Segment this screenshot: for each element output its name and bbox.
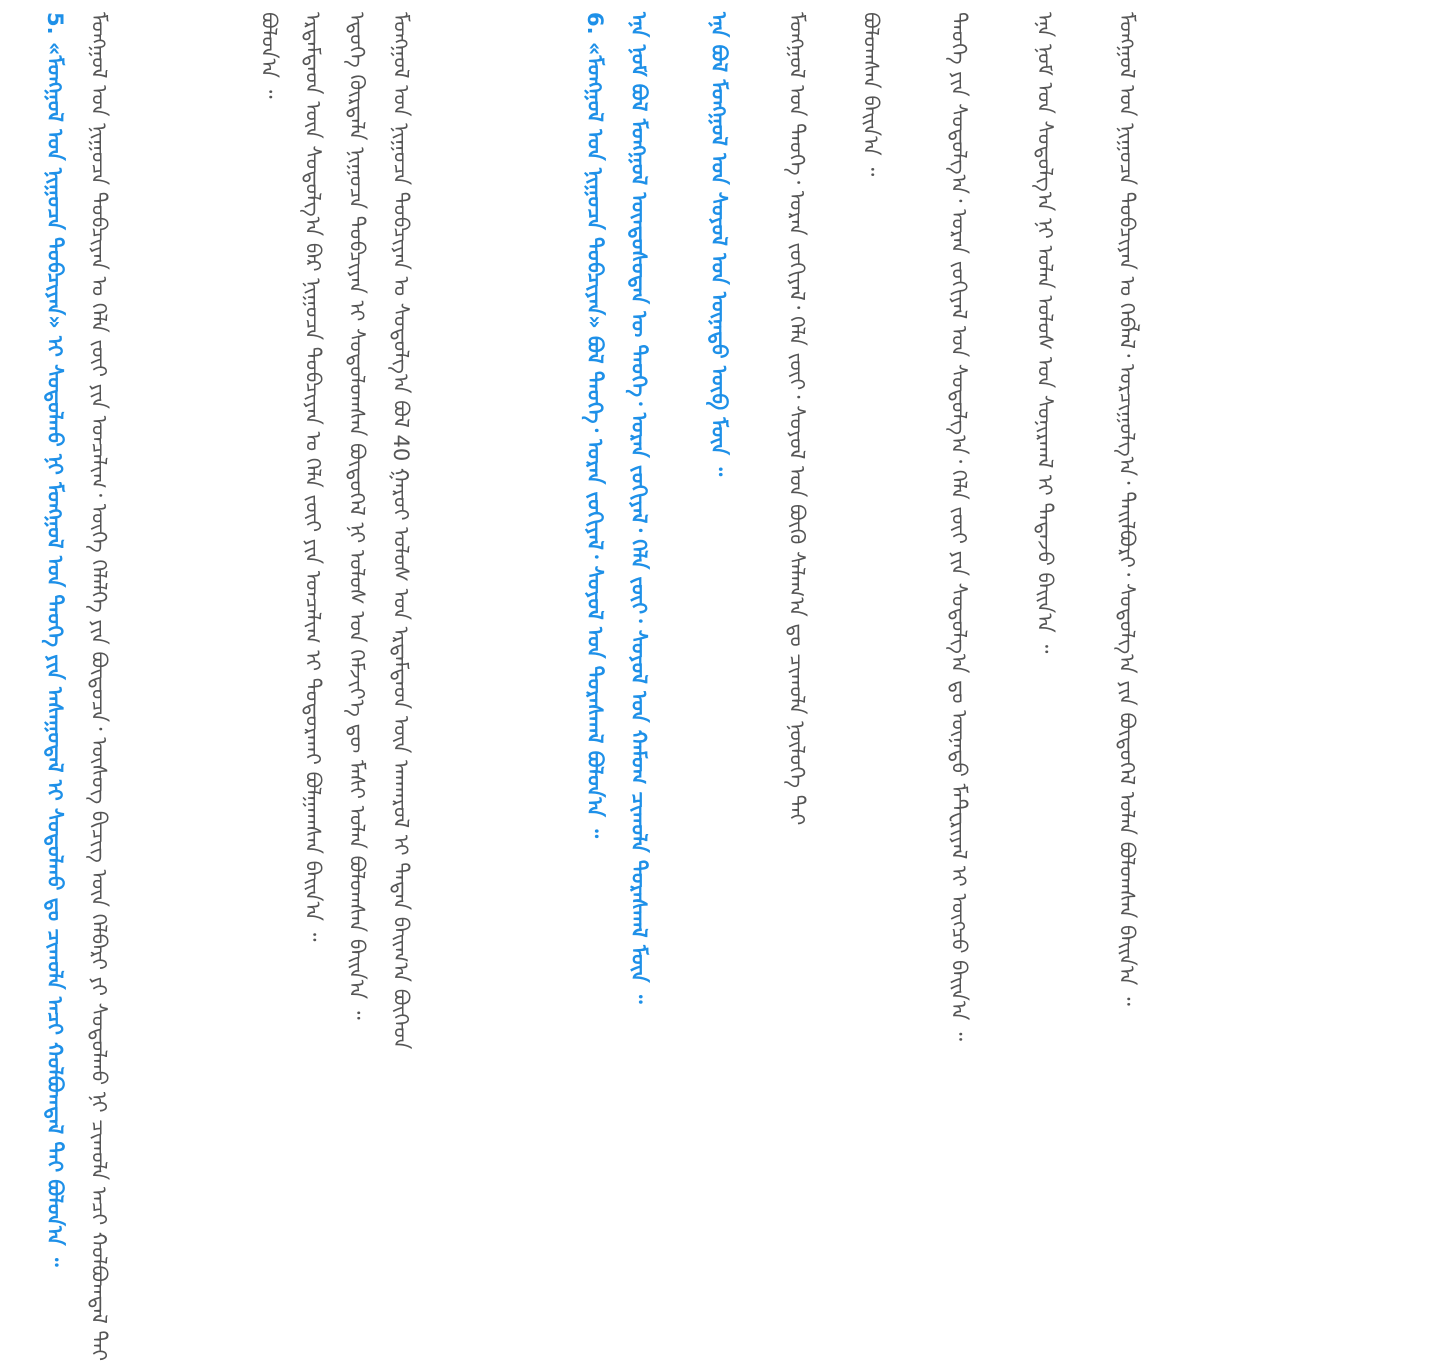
paragraph-line: ᠮᠣᠩᠭᠣᠯ ᠤᠨ ᠨᠢᠭᠤᠴᠠ ᠲᠣᠪᠴᠢᠶᠠᠨ ᠤ ᠬᠡᠪᠯᠡᠯ᠂ ᠣᠷᠴᠢᠭᠤᠯᠭ᠎ᠠ᠂ ᠲᠠᠢᠯᠪᠤᠷᠢ᠂ ᠰᠤᠳᠤᠯᠭ᠎ᠠ ᠶᠢᠨ ᠪᠦᠲᠦᠭᠡᠯ ᠣᠯᠠᠨ ᠪᠣᠯᠤᠭᠰᠠᠨ ᠪᠠᠢᠨ᠎ᠠ ᠃ [1115,12,1139,1006]
paragraph-line: ᠲᠡᠦᠬᠡ ᠶᠢᠨ ᠰᠤᠳᠤᠯᠭ᠎ᠠ᠂ ᠤᠷᠠᠨ ᠵᠣᠬᠢᠶᠠᠯ ᠤᠨ ᠰᠤᠳᠤᠯᠭ᠎ᠠ᠂ ᠬᠡᠯᠡ ᠵᠦᠢ ᠶᠢᠨ ᠰᠤᠳᠤᠯᠭ᠎ᠠ ᠳᠤ ᠦᠨᠡᠲᠦ ᠮᠠᠲᠧᠷᠢᠶᠠᠯ ᠢ ᠥᠭᠴᠦ ᠪᠠᠢᠨ᠎ᠠ ᠃ [947,12,971,1041]
paragraph-line: ᠡᠷᠳᠡᠮᠲᠡᠳ ᠦᠨ ᠰᠤᠳᠤᠯᠭ᠎ᠠ ᠪᠠᠷ ᠨᠢᠭᠤᠴᠠ ᠲᠣᠪᠴᠢᠶᠠᠨ ᠤ ᠬᠡᠯᠡ ᠵᠦᠢ ᠶᠢᠨ ᠣᠨᠴᠠᠯᠢᠭ ᠢ ᠲᠣᠳᠣᠷᠬᠠᠢ ᠪᠣᠯᠭᠠᠭᠰᠠᠨ ᠪᠠᠢᠨ᠎ᠠ ᠃ [301,12,325,942]
paragraph-line: ᠮᠣᠩᠭᠣᠯ ᠤᠨ ᠲᠡᠦᠬᠡ᠂ ᠤᠷᠠᠨ ᠵᠣᠬᠢᠶᠠᠯ᠂ ᠬᠡᠯᠡ ᠵᠦᠢ᠂ ᠰᠤᠶᠤᠯ ᠤᠨ ᠪᠦᠬᠦ ᠰᠠᠯᠠᠭ᠎ᠠ ᠳᠤ ᠴᠢᠬᠤᠯᠠ ᠨᠥᠯᠥᠭᠡ ᠲᠠᠢ [785,12,809,826]
heading-line: ᠡᠨᠡ ᠪᠣᠯ ᠮᠣᠩᠭᠣᠯ ᠤᠨ ᠰᠣᠶᠣᠯ ᠤᠨ ᠦᠨᠡᠲᠦ ᠥᠪ ᠮᠥᠨ ᠃ [707,12,731,477]
paragraph-line: ᠮᠣᠩᠭᠣᠯ ᠤᠨ ᠨᠢᠭᠤᠴᠠ ᠲᠣᠪᠴᠢᠶᠠᠨ ᠤ ᠬᠡᠯᠡ ᠵᠦᠢ ᠶᠢᠨ ᠣᠨᠴᠠᠯᠢᠭ᠂ ᠦᠭᠡ ᠬᠡᠯᠡᠯᠭᠡ ᠶᠢᠨ ᠪᠦᠲᠦᠴᠡ᠂ ᠦᠰᠦᠭ ᠪᠢᠴᠢᠭ ᠦᠨ ᠬᠡᠯᠪᠡᠷᠢ ᠶᠢ ᠰᠤᠳᠤᠯᠬᠤ ᠨᠢ ᠴᠢᠬᠤᠯᠠ ᠠᠴᠢ ᠬᠣᠯᠪᠣᠭᠳᠠᠯ ᠲᠠᠢ [87,12,111,1361]
paragraph-line: ᠡᠨᠡ ᠨᠣᠮ ᠤᠨ ᠰᠤᠳᠤᠯᠭ᠎ᠠ ᠨᠢ ᠣᠯᠠᠨ ᠤᠯᠤᠰ ᠤᠨ ᠰᠣᠨᠢᠷᠬᠠᠯ ᠢ ᠲᠠᠲᠠᠵᠤ ᠪᠠᠢᠨ᠎ᠠ ᠃ [1033,12,1057,654]
section-heading-6: 6. «ᠮᠣᠩᠭᠣᠯ ᠤᠨ ᠨᠢᠭᠤᠴᠠ ᠲᠣᠪᠴᠢᠶᠠᠨ» ᠪᠣᠯ ᠲᠡᠦᠬᠡ᠂ ᠤᠷᠠᠨ ᠵᠣᠬᠢᠶᠠᠯ᠂ ᠰᠤᠶᠤᠯ ᠤᠨ ᠳᠤᠷᠠᠰᠬᠠᠯ ᠪᠣᠯᠤᠨ᠎ᠠ ᠃ [583,12,607,838]
paragraph-line: ᠮᠣᠩᠭᠣᠯ ᠤᠨ ᠨᠢᠭᠤᠴᠠ ᠲᠣᠪᠴᠢᠶᠠᠨ ᠤ ᠰᠤᠳᠤᠯᠭ᠎ᠠ ᠪᠣᠯ 40 ᠭᠠᠷᠤᠢ ᠤᠯᠤᠰ ᠤᠨ ᠡᠷᠳᠡᠮᠲᠡᠳ ᠦᠨ ᠠᠨᠬᠠᠷᠤᠯ ᠢ ᠲᠠᠲᠠᠨ ᠪᠠᠢᠭ᠎ᠠ ᠪᠥᠭᠡᠳ [389,12,413,1050]
section-heading-5: 5. «ᠮᠣᠩᠭᠣᠯ ᠤᠨ ᠨᠢᠭᠤᠴᠠ ᠲᠣᠪᠴᠢᠶᠠᠨ» ᠢ ᠰᠤᠳᠤᠯᠬᠤ ᠨᠢ ᠮᠣᠩᠭᠣᠯ ᠤᠨ ᠲᠡᠦᠬᠡ ᠶᠢᠨ ᠠᠰᠠᠭᠤᠳᠠᠯ ᠢ ᠰᠤᠳᠤᠯᠬᠤ ᠳᠤ ᠴᠢᠬᠤᠯᠠ ᠠᠴᠢ ᠬᠣᠯᠪᠣᠭᠳᠠᠯ ᠲᠠᠢ ᠪᠣᠯᠤᠨ᠎ᠠ ᠃ [43,12,67,1267]
paragraph-line: ᠪᠣᠯᠤᠭᠰᠠᠨ ᠪᠠᠢᠨ᠎ᠠ ᠃ [859,12,883,177]
heading-line: ᠡᠨᠡ ᠨᠣᠮ ᠪᠣᠯ ᠮᠣᠩᠭᠣᠯ ᠦᠨᠳᠦᠰᠦᠲᠡᠨ ᠦ ᠲᠡᠦᠬᠡ᠂ ᠤᠷᠠᠨ ᠵᠣᠬᠢᠶᠠᠯ᠂ ᠬᠡᠯᠡ ᠵᠦᠢ᠂ ᠰᠤᠶᠤᠯ ᠤᠨ ᠬᠠᠮᠤᠭ ᠴᠢᠬᠤᠯᠠ ᠳᠤᠷᠠᠰᠬᠠᠯ ᠮᠥᠨ ᠃ [627,12,651,1004]
paragraph-line: ᠡᠳᠦᠭᠡ ᠬᠦᠷᠲᠡᠯᠡ ᠨᠢᠭᠤᠴᠠ ᠲᠣᠪᠴᠢᠶᠠᠨ ᠢ ᠰᠤᠳᠤᠯᠤᠭᠰᠠᠨ ᠪᠦᠲᠦᠭᠡᠯ ᠨᠢ ᠤᠯᠤᠰ ᠤᠨ ᠬᠡᠮᠵᠢᠶ᠎ᠡ ᠳᠦ ᠮᠠᠰᠢ ᠣᠯᠠᠨ ᠪᠣᠯᠤᠭᠰᠠᠨ ᠪᠠᠢᠨ᠎ᠠ ᠃ [345,12,369,1020]
paragraph-line: ᠪᠣᠯᠤᠨ᠎ᠠ ᠃ [257,12,281,99]
